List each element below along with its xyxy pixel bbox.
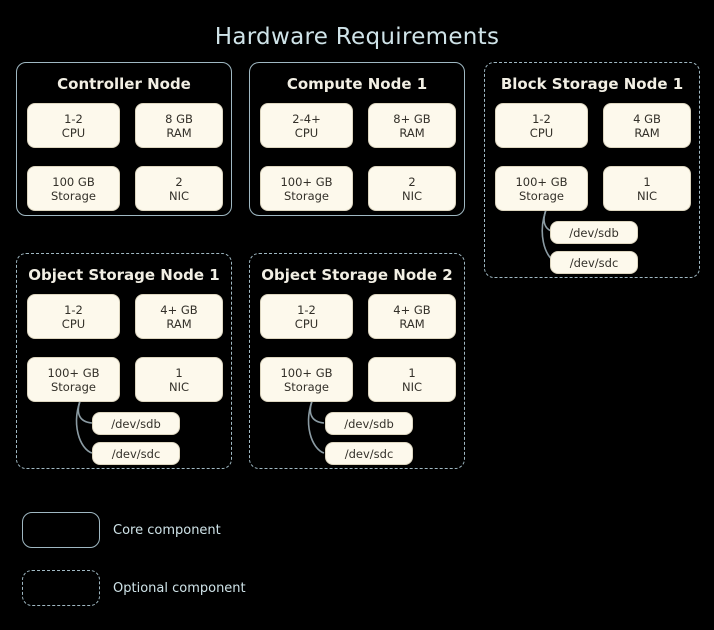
device-label: /dev/sdb [325,412,413,435]
spec-line1: 100+ GB [47,365,100,380]
spec-line2: RAM [166,316,192,331]
spec-line1: 100+ GB [280,365,333,380]
spec-ram [368,103,456,148]
spec-cpu [260,294,353,339]
spec-line2: CPU [294,125,319,140]
spec-line2: NIC [401,188,423,203]
spec-line1: 100 GB [52,174,95,189]
spec-line1: 2 [175,174,183,189]
node-object-storage-node-1[interactable] [16,253,232,469]
spec-line2: Storage [51,188,96,203]
device-label: /dev/sdc [550,251,638,274]
node-compute-node-1[interactable] [249,62,465,216]
spec-line2: RAM [399,316,425,331]
spec-line2: NIC [168,379,190,394]
spec-nic [135,166,223,211]
spec-line1: 1-2 [64,302,83,317]
spec-line2: Storage [51,379,96,394]
legend-swatch-optional [22,570,100,606]
spec-line1: 8 GB [165,111,193,126]
spec-line1: 100+ GB [280,174,333,189]
spec-line2: Storage [284,379,329,394]
spec-line2: CPU [529,125,554,140]
node-controller-node[interactable] [16,62,232,216]
spec-storage [260,357,353,402]
legend-label-core: Core component [113,523,221,538]
legend-swatch-core [22,512,100,548]
node-title: Object Storage Node 1 [28,266,220,284]
node-title: Controller Node [57,75,191,93]
node-title: Block Storage Node 1 [500,75,684,93]
spec-line1: 4 GB [633,111,661,126]
device-label: /dev/sdb [92,412,180,435]
node-object-storage-node-2[interactable] [249,253,465,469]
spec-nic [603,166,691,211]
spec-nic [135,357,223,402]
spec-line1: 8+ GB [393,111,431,126]
spec-storage [27,166,120,211]
spec-line2: NIC [168,188,190,203]
spec-line1: 1-2 [297,302,316,317]
device-label: /dev/sdc [325,442,413,465]
spec-line1: 4+ GB [160,302,198,317]
spec-line2: RAM [399,125,425,140]
spec-storage [495,166,588,211]
spec-cpu [495,103,588,148]
spec-line1: 1 [643,174,651,189]
spec-line1: 4+ GB [393,302,431,317]
page-title: Hardware Requirements [214,24,500,50]
spec-line1: 100+ GB [515,174,568,189]
spec-line2: Storage [519,188,564,203]
spec-line2: NIC [401,379,423,394]
spec-line1: 1 [408,365,416,380]
spec-cpu [27,103,120,148]
spec-ram [135,294,223,339]
spec-nic [368,357,456,402]
node-title: Compute Node 1 [286,75,428,93]
spec-storage [27,357,120,402]
node-title: Object Storage Node 2 [261,266,453,284]
spec-line2: CPU [61,125,86,140]
spec-line1: 2 [408,174,416,189]
spec-ram [135,103,223,148]
spec-nic [368,166,456,211]
spec-line1: 1-2 [532,111,551,126]
spec-line2: Storage [284,188,329,203]
device-label: /dev/sdb [550,221,638,244]
legend-label-optional: Optional component [113,581,246,596]
node-block-storage-node-1[interactable] [484,62,700,278]
device-label: /dev/sdc [92,442,180,465]
spec-line2: NIC [636,188,658,203]
spec-line2: CPU [61,316,86,331]
spec-ram [368,294,456,339]
spec-line2: RAM [166,125,192,140]
spec-ram [603,103,691,148]
spec-cpu [260,103,353,148]
spec-storage [260,166,353,211]
spec-cpu [27,294,120,339]
spec-line1: 1 [175,365,183,380]
spec-line1: 2-4+ [292,111,321,126]
spec-line2: CPU [294,316,319,331]
spec-line1: 1-2 [64,111,83,126]
spec-line2: RAM [634,125,660,140]
